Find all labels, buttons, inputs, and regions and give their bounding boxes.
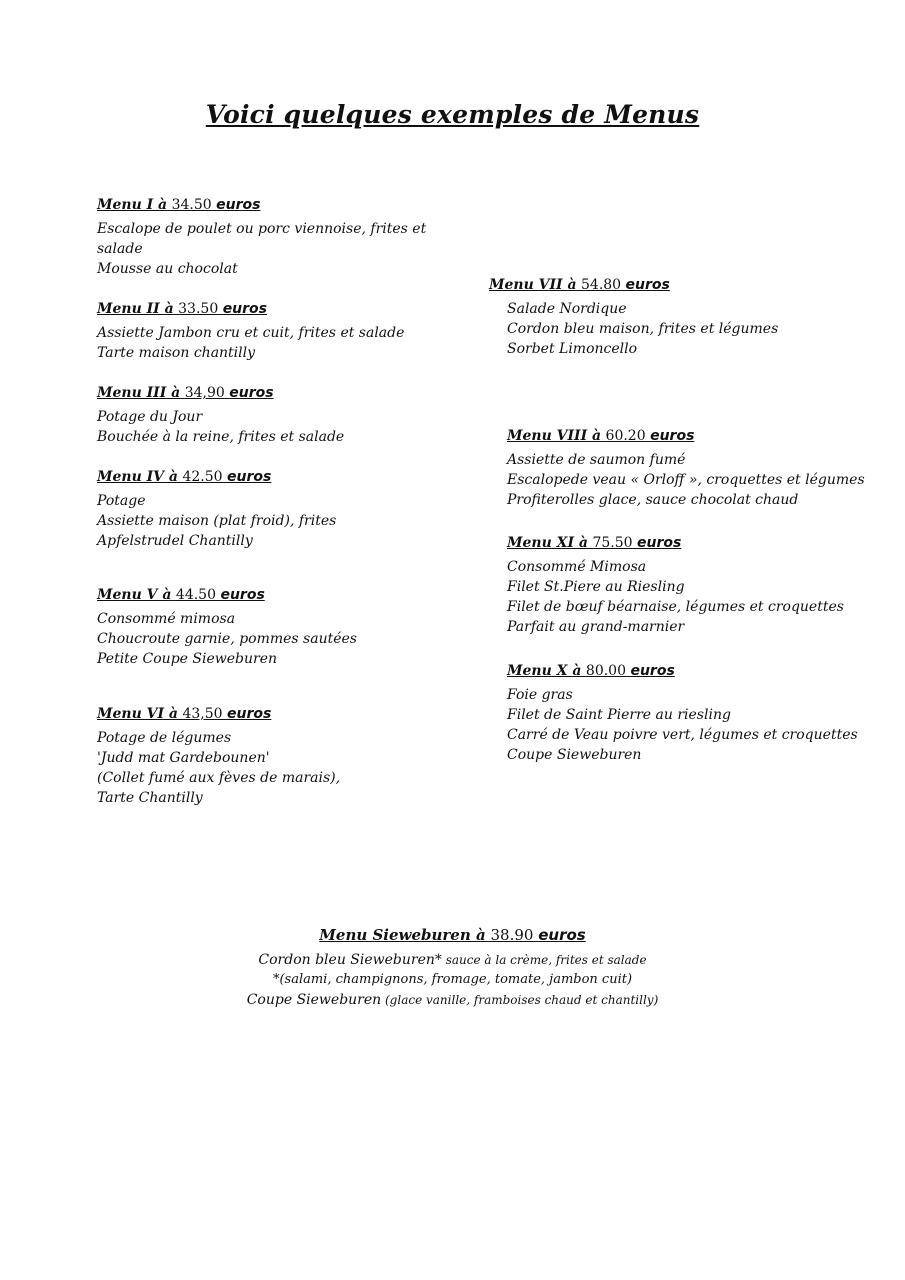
dish-main: Coupe Sieweburen — [246, 992, 382, 1008]
menu-3 — [97, 385, 344, 447]
dish: Tarte maison chantilly — [97, 345, 256, 361]
dish: Filet de Saint Pierre au riesling — [507, 707, 731, 723]
dish: Filet de bœuf béarnaise, légumes et croquettes — [507, 599, 844, 615]
dish: Petite Coupe Sieweburen — [97, 651, 277, 667]
dish: Mousse au chocolat — [97, 261, 238, 277]
menu-title — [0, 926, 905, 944]
dish: salade — [97, 241, 143, 257]
menu-9 — [507, 535, 844, 637]
dish: Assiette Jambon cru et cuit, frites et salade — [97, 325, 405, 341]
menu-6 — [97, 706, 340, 808]
dish-detail: sauce à la crème, frites et salade — [441, 953, 647, 967]
dish: Bouchée à la reine, frites et salade — [97, 429, 345, 445]
menu-currency: euros — [229, 385, 274, 401]
dish: Escalope de poulet ou porc viennoise, frites et — [97, 221, 427, 237]
dish: Consommé mimosa — [97, 611, 236, 627]
dish: (Collet fumé aux fèves de marais), — [97, 770, 341, 786]
menu-7 — [489, 277, 778, 359]
menu-title — [97, 385, 344, 401]
dish: Parfait au grand-marnier — [507, 619, 685, 635]
dish-note: *(salami, champignons, fromage, tomate, jambon cuit) — [272, 972, 633, 987]
menu-label: Menu I à — [97, 197, 168, 213]
dish: Potage de légumes — [97, 730, 232, 746]
dish: Salade Nordique — [507, 301, 627, 317]
menu-4 — [97, 469, 336, 551]
dish: Sorbet Limoncello — [507, 341, 638, 357]
dish: Assiette maison (plat froid), frites — [97, 513, 337, 529]
menu-label: Menu Sieweburen à — [319, 926, 486, 944]
page-title: Voici quelques exemples de Menus — [205, 100, 700, 129]
menu-label: Menu II à — [97, 301, 174, 317]
menu-price: 43,50 — [182, 706, 223, 722]
menu-title — [97, 197, 426, 213]
dish — [0, 990, 905, 1010]
dish: Foie gras — [507, 687, 573, 703]
menu-label: Menu XI à — [507, 535, 588, 551]
menu-title — [97, 706, 340, 722]
menu-title — [507, 428, 865, 444]
dish-main: Cordon bleu Sieweburen* — [258, 952, 442, 968]
menu-sieweburen — [0, 926, 905, 1010]
menu-title — [97, 469, 336, 485]
menu-currency: euros — [227, 706, 272, 722]
menu-8 — [507, 428, 865, 510]
menu-currency: euros — [222, 301, 268, 317]
menu-2 — [97, 301, 404, 363]
menu-title — [97, 587, 357, 603]
menu-price: 44.50 — [175, 587, 216, 603]
dish: Choucroute garnie, pommes sautées — [97, 631, 357, 647]
menu-title — [507, 663, 858, 679]
menu-label: Menu V à — [97, 587, 172, 603]
menu-price: 80.00 — [585, 663, 626, 679]
menu-label: Menu VIII à — [507, 428, 602, 444]
menu-price: 33.50 — [178, 301, 219, 317]
menu-currency: euros — [650, 428, 695, 444]
dish: Cordon bleu maison, frites et légumes — [507, 321, 779, 337]
menu-price: 42.50 — [182, 469, 223, 485]
dish: Potage du Jour — [97, 409, 203, 425]
menu-currency: euros — [538, 926, 586, 944]
menu-price: 38.90 — [490, 926, 534, 944]
dish: Apfelstrudel Chantilly — [97, 533, 253, 549]
menu-1 — [97, 197, 426, 279]
menu-title — [97, 301, 404, 317]
dish — [0, 950, 905, 970]
dish: Escalopede veau « Orloff », croquettes et légumes — [507, 472, 865, 488]
menu-5 — [97, 587, 357, 669]
dish: 'Judd mat Gardebounen' — [97, 750, 270, 766]
dish: Profiterolles glace, sauce chocolat chaud — [507, 492, 799, 508]
menu-label: Menu IV à — [97, 469, 178, 485]
menu-price: 34,90 — [184, 385, 225, 401]
dish: Carré de Veau poivre vert, légumes et croquettes — [507, 727, 858, 743]
menu-price: 60.20 — [605, 428, 646, 444]
menu-price: 34.50 — [171, 197, 212, 213]
dish: Coupe Sieweburen — [507, 747, 642, 763]
dish: Filet St.Piere au Riesling — [507, 579, 685, 595]
menu-currency: euros — [625, 277, 670, 293]
menu-currency: euros — [227, 469, 272, 485]
menu-10 — [507, 663, 858, 765]
menu-label: Menu VI à — [97, 706, 178, 722]
menu-price: 75.50 — [592, 535, 633, 551]
menu-label: Menu III à — [97, 385, 181, 401]
menu-price: 54.80 — [581, 277, 622, 293]
menu-currency: euros — [630, 663, 675, 679]
menu-currency: euros — [637, 535, 682, 551]
menu-label: Menu X à — [507, 663, 582, 679]
dish: Consommé Mimosa — [507, 559, 647, 575]
menu-title — [507, 535, 844, 551]
menu-label: Menu VII à — [489, 277, 577, 293]
menu-currency: euros — [216, 197, 261, 213]
dish: Tarte Chantilly — [97, 790, 203, 806]
menu-title — [489, 277, 778, 293]
menu-currency: euros — [220, 587, 265, 603]
dish-detail: (glace vanille, framboises chaud et chantilly) — [381, 993, 659, 1007]
dish: Potage — [97, 493, 146, 509]
dish: Assiette de saumon fumé — [507, 452, 686, 468]
